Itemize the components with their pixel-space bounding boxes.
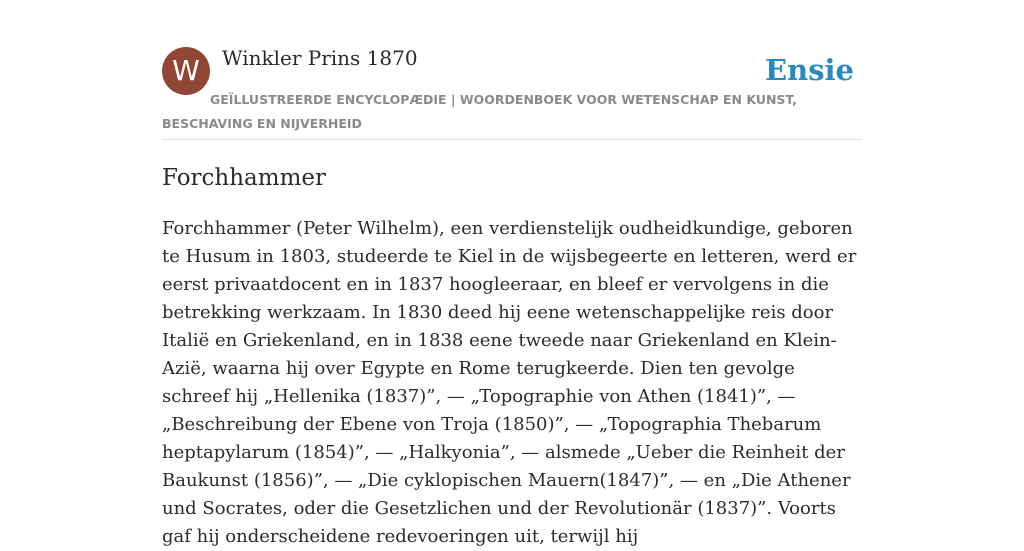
avatar[interactable]: W bbox=[162, 47, 210, 95]
article-body: Forchhammer (Peter Wilhelm), een verdienstelijk oudheidkundige, geboren te Husum in 1803, studeerde te Kiel in de wijsbegeerte en letteren, werd er eerst privaatdocent en in 1837 hoogleeraar, en bleef er vervolgens in die betrekking werkzaam. In 1830 deed hij eene wetenschappelijke reis door Italië en Griekenland, en in 1838 eene tweede naar Griekenland en Klein-Azië, waarna hij over Egypte en Rome terugkeerde. Dien ten gevolge schreef hij „Hellenika (1837)”, — „Topographie von Athen (1841)”, — „Beschreibung der Ebene von Troja (1850)”, — „Topographia Thebarum heptapylarum (1854)”, — „Halkyonia”, — alsmede „Ueber die Reinheit der Baukunst (1856)”, — „Die cyklopischen Mauern(1847)”, — en „Die Athener und Socrates, oder die Gesetzlichen und der Revolutionär (1837)”. Voorts gaf hij onderscheidene redevoeringen uit, terwijl hij bbox=[162, 218, 857, 547]
divider bbox=[162, 139, 862, 140]
brand-logo[interactable]: Ensie bbox=[765, 53, 854, 87]
page-title: Forchhammer bbox=[162, 165, 326, 191]
source-title-link[interactable]: Winkler Prins 1870 bbox=[222, 46, 418, 70]
source-subtitle: GEÏLLUSTREERDE ENCYCLOPÆDIE | WOORDENBOEK VOOR WETENSCHAP EN KUNST, BESCHAVING EN NIJVERHEID bbox=[162, 92, 797, 131]
